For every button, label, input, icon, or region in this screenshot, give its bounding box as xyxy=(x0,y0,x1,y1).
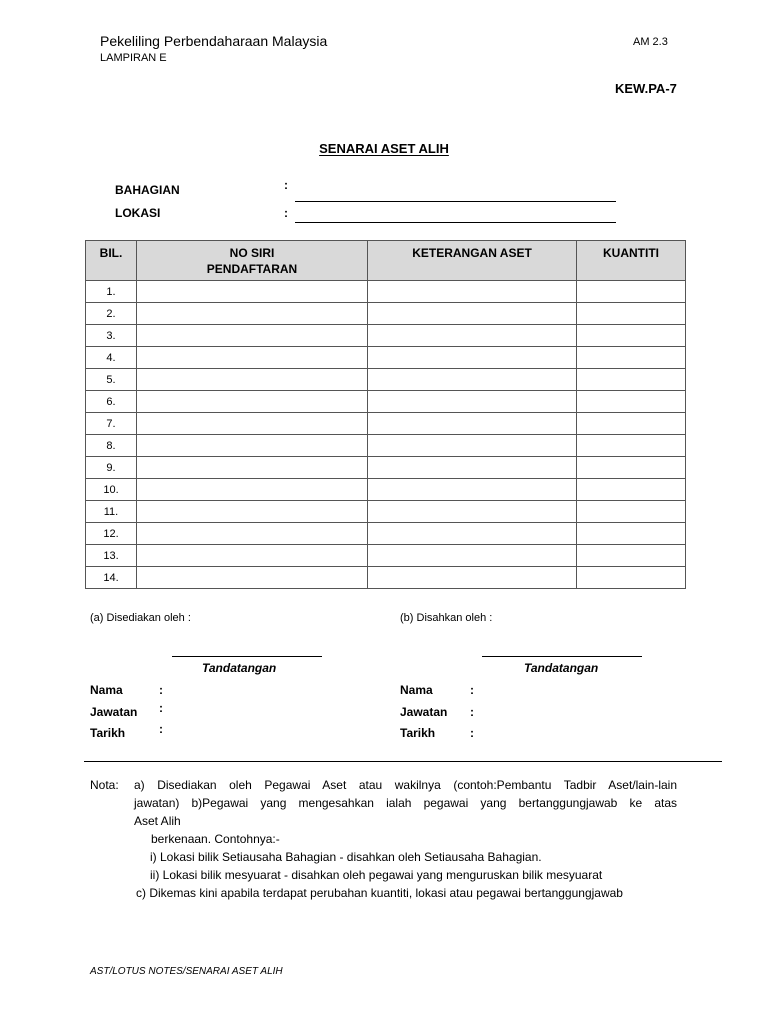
prepared-by-nama-colon: : xyxy=(159,683,163,697)
prepared-by-jawatan-label: Jawatan xyxy=(90,705,138,719)
circular-title: Pekeliling Perbendaharaan Malaysia xyxy=(100,33,328,49)
keterangan-cell[interactable] xyxy=(368,347,577,369)
row-number: 13. xyxy=(86,545,137,567)
prepared-by-jawatan-colon: : xyxy=(159,701,163,715)
no-siri-cell[interactable] xyxy=(137,501,368,523)
keterangan-cell[interactable] xyxy=(368,567,577,589)
row-number: 10. xyxy=(86,479,137,501)
nota-line-5: i) Lokasi bilik Setiausaha Bahagian - disahkan oleh Setiausaha Bahagian. xyxy=(150,850,542,864)
kuantiti-cell[interactable] xyxy=(577,523,686,545)
bahagian-label: BAHAGIAN xyxy=(115,183,180,197)
row-number: 12. xyxy=(86,523,137,545)
row-number: 6. xyxy=(86,391,137,413)
row-number: 3. xyxy=(86,325,137,347)
table-row xyxy=(86,413,686,435)
prepared-by-signature-caption: Tandatangan xyxy=(202,661,277,675)
no-siri-cell[interactable] xyxy=(137,435,368,457)
table-row xyxy=(86,523,686,545)
table-header-row xyxy=(86,241,686,281)
table-row xyxy=(86,457,686,479)
row-number: 8. xyxy=(86,435,137,457)
table-row xyxy=(86,303,686,325)
kuantiti-cell[interactable] xyxy=(577,501,686,523)
no-siri-cell[interactable] xyxy=(137,347,368,369)
keterangan-cell[interactable] xyxy=(368,391,577,413)
nota-line-2: jawatan) b)Pegawai yang mengesahkan ialah pegawai yang bertanggungjawab ke atas xyxy=(134,796,677,810)
col-header-bil: BIL. xyxy=(86,241,137,281)
document-title xyxy=(0,141,768,156)
bahagian-input-line[interactable] xyxy=(295,201,616,202)
footer-path: AST/LOTUS NOTES/SENARAI ASET ALIH xyxy=(90,966,283,977)
no-siri-cell[interactable] xyxy=(137,457,368,479)
table-row xyxy=(86,435,686,457)
no-siri-cell[interactable] xyxy=(137,281,368,303)
keterangan-cell[interactable] xyxy=(368,413,577,435)
row-number: 14. xyxy=(86,567,137,589)
lokasi-colon: : xyxy=(284,206,288,220)
row-number: 4. xyxy=(86,347,137,369)
table-row xyxy=(86,369,686,391)
nota-line-7: c) Dikemas kini apabila terdapat perubahan kuantiti, lokasi atau pegawai bertanggungjawab xyxy=(136,886,623,900)
prepared-by-tarikh-label: Tarikh xyxy=(90,726,126,740)
verified-by-nama-label: Nama xyxy=(400,683,433,697)
document-title-text: SENARAI ASET ALIH xyxy=(319,141,449,156)
nota-label: Nota: xyxy=(90,778,119,792)
row-number: 2. xyxy=(86,303,137,325)
no-siri-cell[interactable] xyxy=(137,325,368,347)
kuantiti-cell[interactable] xyxy=(577,457,686,479)
verified-by-tarikh-label: Tarikh xyxy=(400,726,436,740)
prepared-by-signature-line[interactable] xyxy=(172,656,322,657)
keterangan-cell[interactable] xyxy=(368,523,577,545)
verified-by-signature-line[interactable] xyxy=(482,656,642,657)
lokasi-label: LOKASI xyxy=(115,206,161,220)
nota-line-4: berkenaan. Contohnya:- xyxy=(151,832,280,846)
table-row xyxy=(86,545,686,567)
kuantiti-cell[interactable] xyxy=(577,479,686,501)
no-siri-cell[interactable] xyxy=(137,567,368,589)
no-siri-cell[interactable] xyxy=(137,545,368,567)
col-header-kuantiti: KUANTITI xyxy=(577,241,686,281)
kuantiti-cell[interactable] xyxy=(577,391,686,413)
no-siri-cell[interactable] xyxy=(137,523,368,545)
col-header-no-siri xyxy=(137,241,368,281)
nota-line-1: a) Disediakan oleh Pegawai Aset atau wakilnya (contoh:Pembantu Tadbir Aset/lain-lain xyxy=(134,778,677,792)
verified-by-label: (b) Disahkan oleh : xyxy=(400,612,493,624)
row-number: 9. xyxy=(86,457,137,479)
col-header-keterangan: KETERANGAN ASET xyxy=(368,241,577,281)
lokasi-input-line[interactable] xyxy=(295,222,616,223)
nota-line-6: ii) Lokasi bilik mesyuarat - disahkan oleh pegawai yang menguruskan bilik mesyuarat xyxy=(150,868,603,882)
keterangan-cell[interactable] xyxy=(368,303,577,325)
appendix-label: LAMPIRAN E xyxy=(100,52,167,64)
nota-divider xyxy=(84,761,722,762)
keterangan-cell[interactable] xyxy=(368,545,577,567)
keterangan-cell[interactable] xyxy=(368,325,577,347)
kuantiti-cell[interactable] xyxy=(577,303,686,325)
kuantiti-cell[interactable] xyxy=(577,347,686,369)
form-code: KEW.PA-7 xyxy=(615,81,677,96)
table-row xyxy=(86,281,686,303)
reference-code: AM 2.3 xyxy=(633,36,668,48)
table-row xyxy=(86,325,686,347)
verified-by-nama-colon: : xyxy=(470,683,474,697)
prepared-by-nama-label: Nama xyxy=(90,683,123,697)
asset-table xyxy=(85,240,686,589)
verified-by-signature-caption: Tandatangan xyxy=(524,661,599,675)
table-row xyxy=(86,501,686,523)
no-siri-cell[interactable] xyxy=(137,479,368,501)
keterangan-cell[interactable] xyxy=(368,479,577,501)
no-siri-cell[interactable] xyxy=(137,369,368,391)
kuantiti-cell[interactable] xyxy=(577,369,686,391)
row-number: 5. xyxy=(86,369,137,391)
keterangan-cell[interactable] xyxy=(368,281,577,303)
row-number: 11. xyxy=(86,501,137,523)
table-row xyxy=(86,391,686,413)
row-number: 1. xyxy=(86,281,137,303)
kuantiti-cell[interactable] xyxy=(577,435,686,457)
kuantiti-cell[interactable] xyxy=(577,545,686,567)
nota-line-3: Aset Alih xyxy=(134,814,181,828)
row-number: 7. xyxy=(86,413,137,435)
no-siri-cell[interactable] xyxy=(137,413,368,435)
col-header-no-siri-line2: PENDAFTARAN xyxy=(206,262,298,276)
kuantiti-cell[interactable] xyxy=(577,325,686,347)
keterangan-cell[interactable] xyxy=(368,501,577,523)
col-header-no-siri-line1: NO SIRI xyxy=(229,246,275,260)
table-row xyxy=(86,479,686,501)
no-siri-cell[interactable] xyxy=(137,303,368,325)
verified-by-tarikh-colon: : xyxy=(470,726,474,740)
kuantiti-cell[interactable] xyxy=(577,413,686,435)
keterangan-cell[interactable] xyxy=(368,435,577,457)
no-siri-cell[interactable] xyxy=(137,391,368,413)
prepared-by-label: (a) Disediakan oleh : xyxy=(90,612,191,624)
keterangan-cell[interactable] xyxy=(368,369,577,391)
kuantiti-cell[interactable] xyxy=(577,281,686,303)
keterangan-cell[interactable] xyxy=(368,457,577,479)
table-row xyxy=(86,567,686,589)
prepared-by-tarikh-colon: : xyxy=(159,722,163,736)
kuantiti-cell[interactable] xyxy=(577,567,686,589)
verified-by-jawatan-colon: : xyxy=(470,705,474,719)
verified-by-jawatan-label: Jawatan xyxy=(400,705,448,719)
bahagian-colon: : xyxy=(284,178,288,192)
table-row xyxy=(86,347,686,369)
